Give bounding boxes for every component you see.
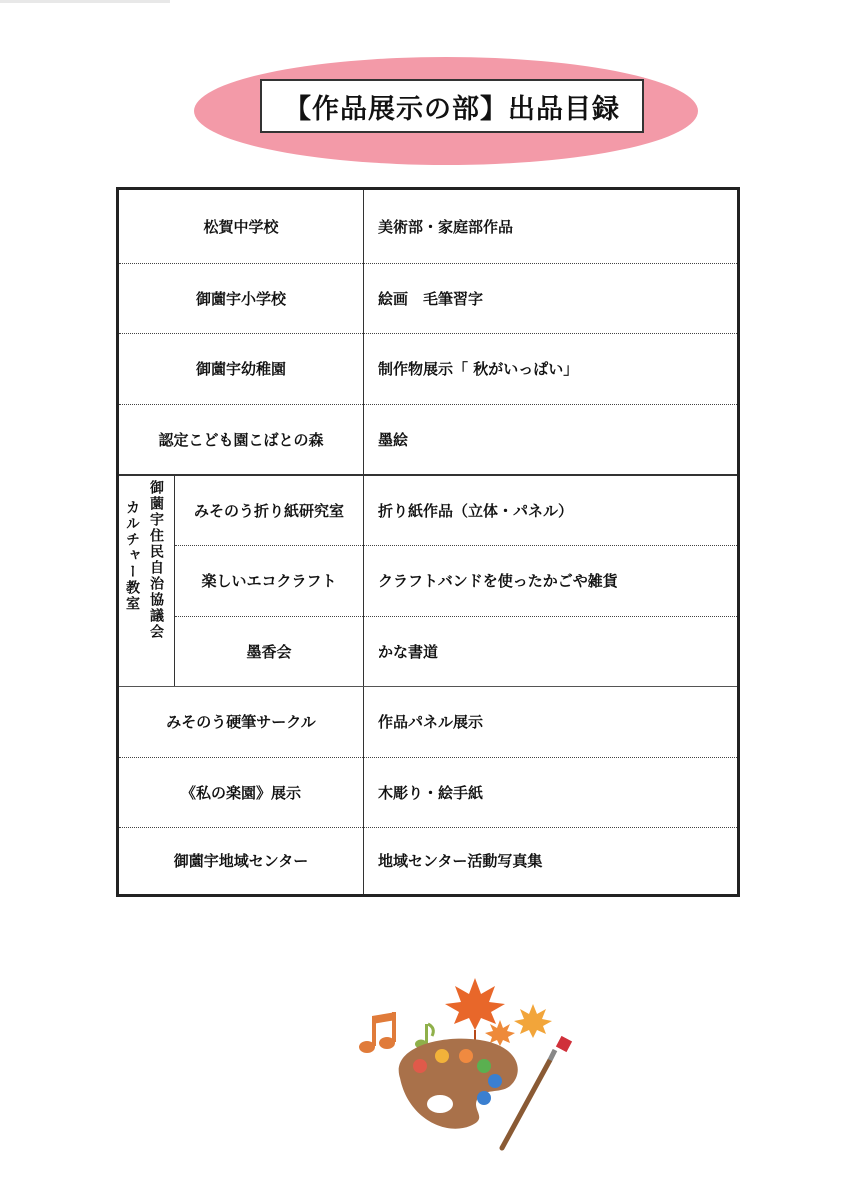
exhibitor-name: 御薗宇地域センター bbox=[173, 852, 309, 870]
art-illustration bbox=[350, 968, 590, 1158]
group-class-label: カルチャー教室 bbox=[124, 500, 140, 612]
exhibitor-name: みそのう硬筆サークル bbox=[166, 713, 316, 731]
paint-palette-icon bbox=[399, 1039, 518, 1129]
exhibit-work: 木彫り・絵手紙 bbox=[378, 783, 484, 802]
page-title: 【作品展示の部】出品目録 bbox=[260, 79, 644, 133]
exhibitor-name: 御薗宇幼稚園 bbox=[195, 360, 286, 378]
exhibit-work: 美術部・家庭部作品 bbox=[378, 218, 514, 236]
exhibit-work: 墨絵 bbox=[378, 430, 409, 449]
music-note-icon bbox=[359, 1012, 396, 1053]
exhibitor-name: 認定こども園こばとの森 bbox=[158, 430, 324, 449]
exhibit-work: 制作物展示「 秋がいっぱい」 bbox=[378, 360, 579, 378]
exhibit-work: 作品パネル展示 bbox=[378, 713, 484, 731]
exhibit-work: かな書道 bbox=[378, 642, 439, 661]
exhibitor-name: 楽しいエコクラフト bbox=[201, 572, 337, 590]
exhibit-work: 折り紙作品（立体・パネル） bbox=[378, 501, 574, 520]
exhibitor-name: みそのう折り紙研究室 bbox=[193, 501, 344, 520]
exhibit-work: クラフトバンドを使ったかごや雑貨 bbox=[378, 572, 618, 590]
exhibit-work: 地域センター活動写真集 bbox=[378, 852, 543, 870]
paintbrush-icon bbox=[502, 1036, 572, 1148]
exhibitor-name: 墨香会 bbox=[246, 642, 292, 661]
scan-edge-mark bbox=[0, 0, 170, 3]
exhibitor-name: 《私の楽園》展示 bbox=[180, 783, 301, 802]
exhibitor-name: 御薗宇小学校 bbox=[195, 289, 286, 308]
group-org-label: 御薗宇住民自治協議会 bbox=[148, 480, 164, 640]
exhibit-work: 絵画 毛筆習字 bbox=[378, 289, 484, 308]
catalog-table bbox=[116, 187, 740, 897]
maple-leaf-icon bbox=[514, 1004, 552, 1038]
exhibitor-name: 松賀中学校 bbox=[203, 218, 279, 236]
